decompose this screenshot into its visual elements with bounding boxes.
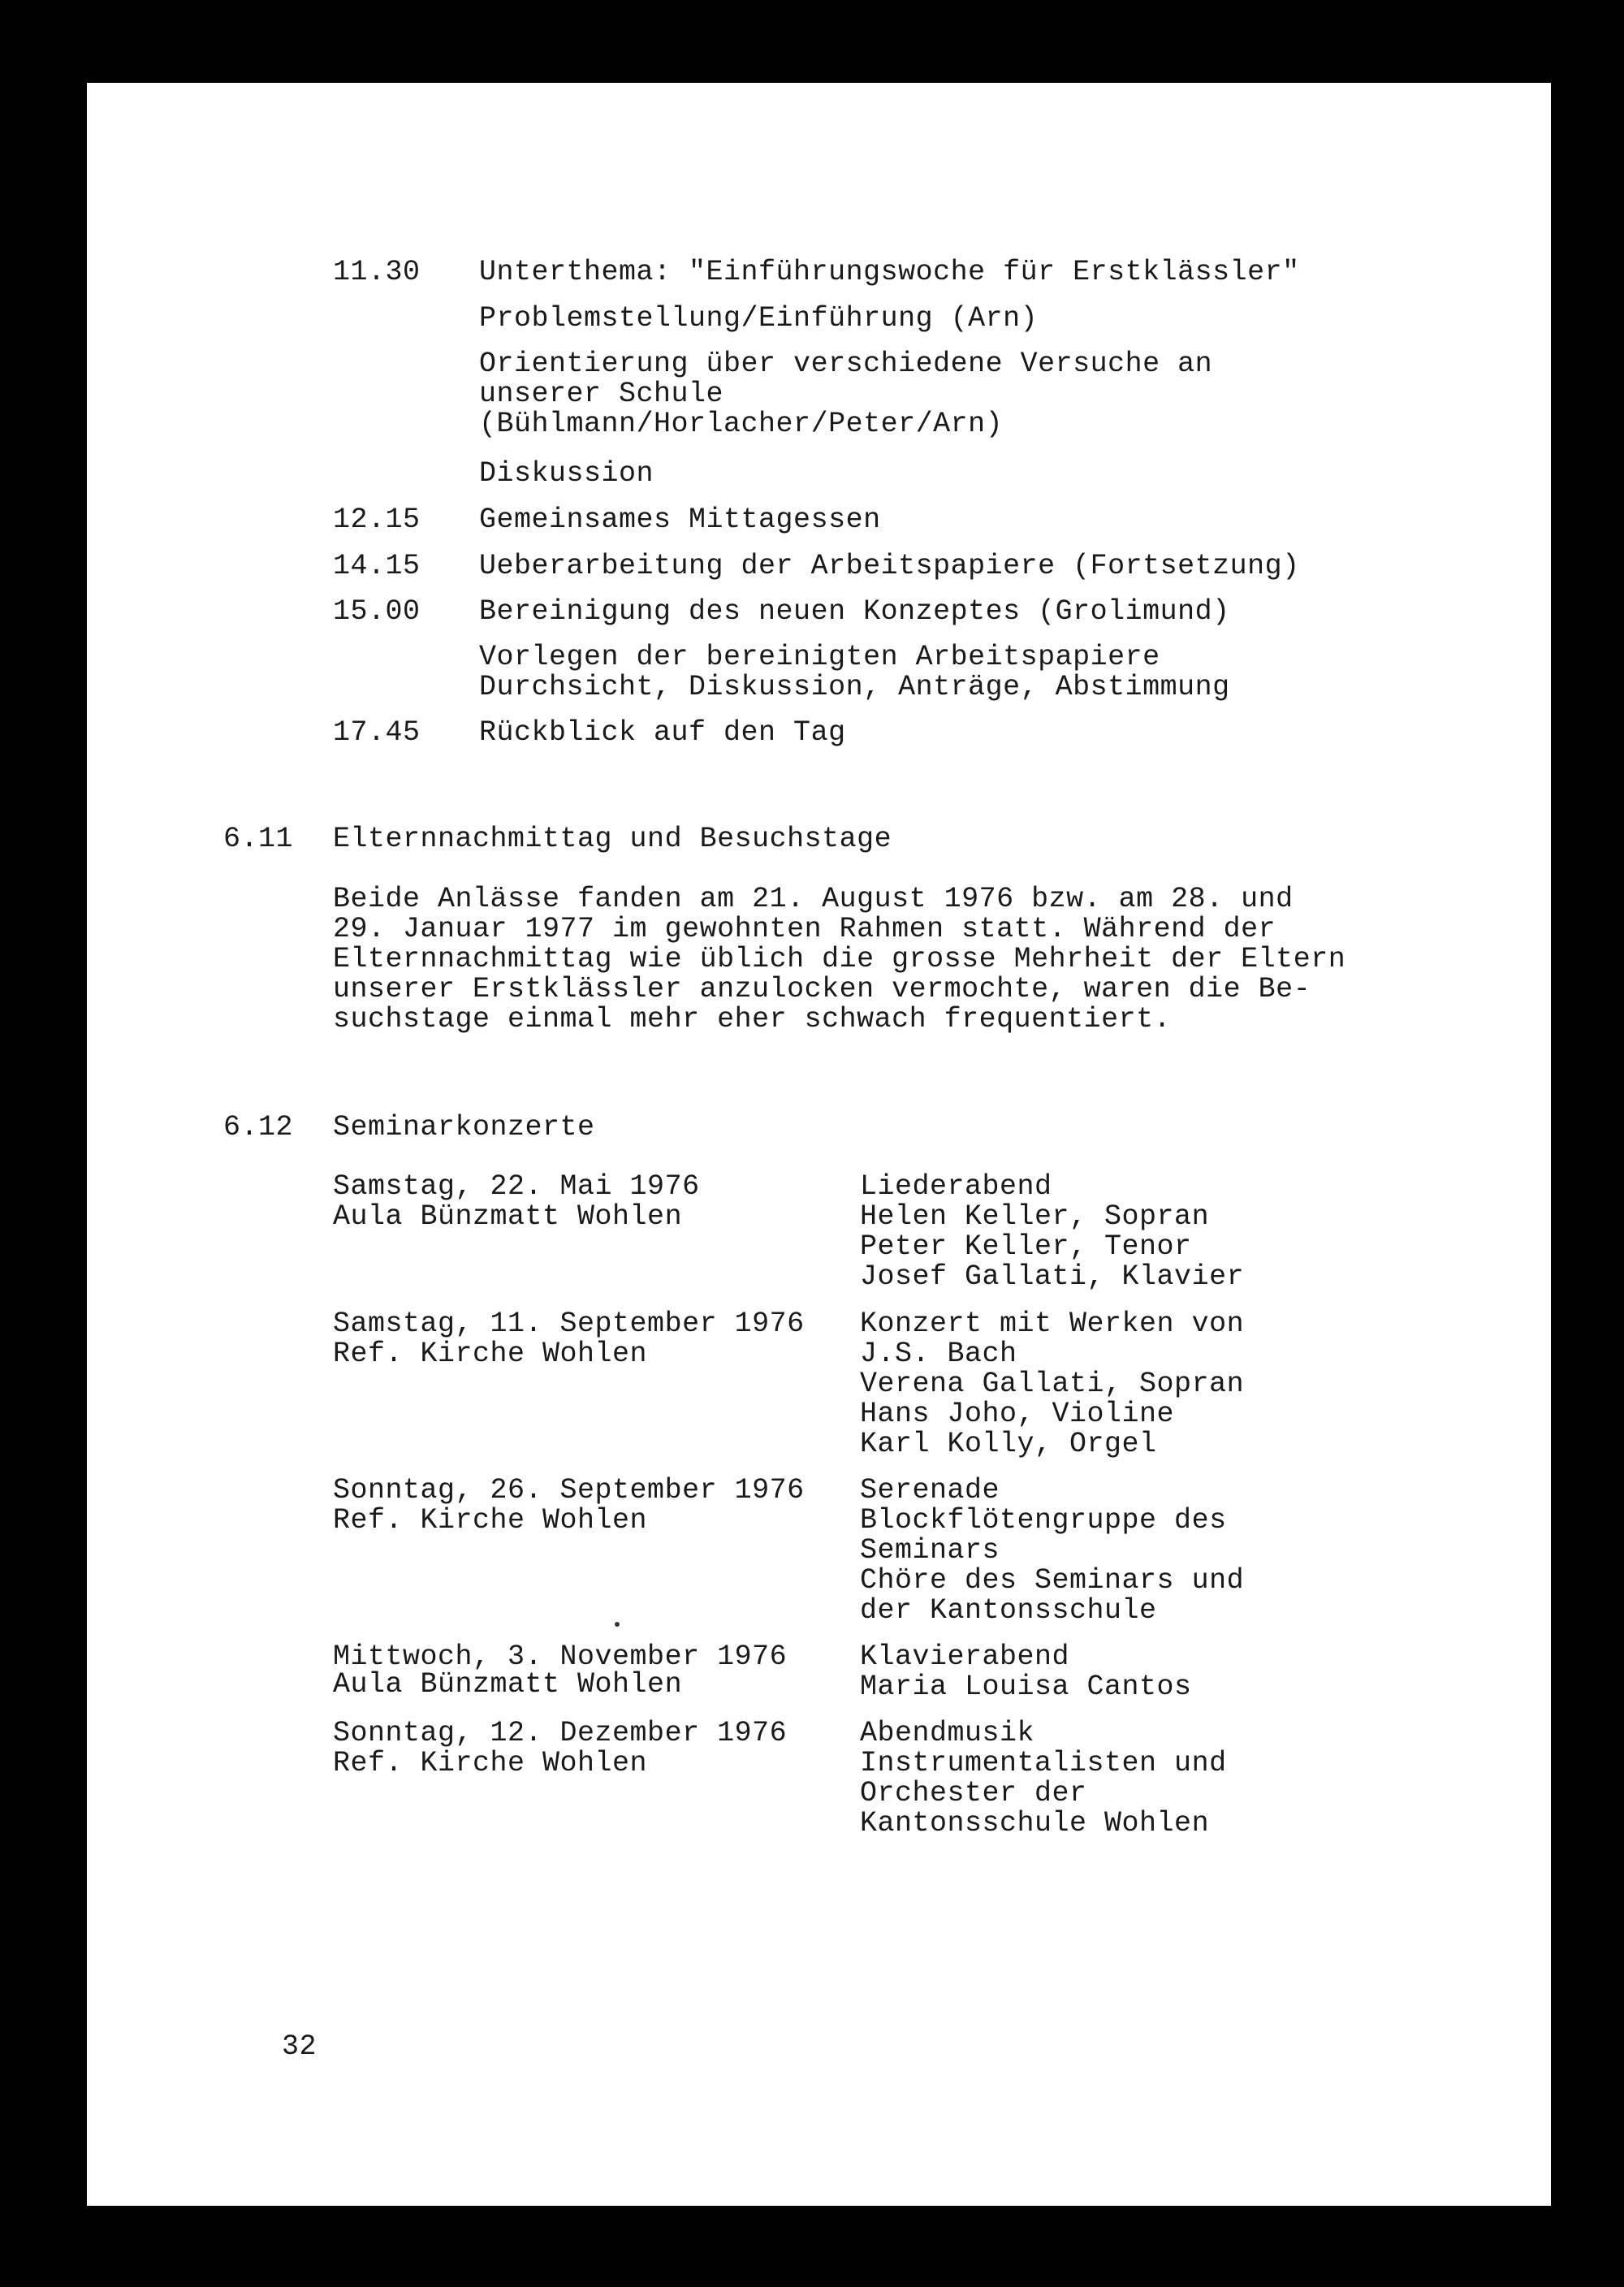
concert-date-place <box>333 1718 787 1779</box>
ink-speck <box>615 1622 620 1627</box>
program-line: Serenade <box>860 1474 1000 1507</box>
concert-date: Samstag, 11. September 1976 <box>333 1308 805 1340</box>
program-line: Kantonsschule Wohlen <box>860 1807 1210 1840</box>
concert-place: Ref. Kirche Wohlen <box>333 1747 648 1779</box>
paragraph-line: suchstage einmal mehr eher schwach frequentiert. <box>333 1003 1172 1035</box>
schedule-item <box>479 349 1212 439</box>
schedule-item-line: Vorlegen der bereinigten Arbeitspapiere <box>479 641 1160 673</box>
schedule-item: Diskussion <box>479 457 654 490</box>
schedule-item-line: Durchsicht, Diskussion, Anträge, Abstimmung <box>479 671 1230 703</box>
concert-date: Sonntag, 26. September 1976 <box>333 1474 805 1507</box>
concert-date-place <box>333 1309 805 1369</box>
concert-program <box>860 1718 1227 1839</box>
paragraph-line: Beide Anlässe fanden am 21. August 1976 bzw. am 28. und <box>333 883 1294 915</box>
schedule-item <box>479 642 1230 703</box>
paragraph-line: Elternnachmittag wie üblich die grosse Mehrheit der Eltern <box>333 943 1346 975</box>
schedule-item: Unterthema: "Einführungswoche für Erstklässler" <box>479 256 1300 288</box>
program-line: Instrumentalisten und <box>860 1747 1227 1779</box>
program-line: Karl Kolly, Orgel <box>860 1428 1157 1460</box>
concert-date-place <box>333 1641 788 1701</box>
schedule-item: Bereinigung des neuen Konzeptes (Grolimund) <box>479 595 1230 628</box>
schedule-item: Gemeinsames Mittagessen <box>479 504 881 536</box>
program-line: Blockflötengruppe des <box>860 1504 1227 1537</box>
concert-place: Ref. Kirche Wohlen <box>333 1504 648 1537</box>
concert-program <box>860 1172 1244 1292</box>
schedule-item: Ueberarbeitung der Arbeitspapiere (Fortsetzung) <box>479 550 1300 582</box>
program-line: Abendmusik <box>860 1717 1035 1749</box>
section-paragraph <box>333 884 1345 1035</box>
program-line: Peter Keller, Tenor <box>860 1230 1192 1263</box>
concert-program <box>860 1476 1244 1626</box>
concert-place: Ref. Kirche Wohlen <box>333 1338 648 1370</box>
program-line: J.S. Bach <box>860 1338 1017 1370</box>
concert-program <box>860 1309 1244 1459</box>
schedule-time: 14.15 <box>333 550 421 582</box>
concert-date-place <box>333 1172 700 1232</box>
program-line: Orchester der <box>860 1777 1087 1809</box>
schedule-time: 17.45 <box>333 716 421 749</box>
program-line: Klavierabend <box>860 1641 1070 1673</box>
program-line: Konzert mit Werken von <box>860 1308 1245 1340</box>
schedule-item: Rückblick auf den Tag <box>479 716 846 749</box>
concert-date: Sonntag, 12. Dezember 1976 <box>333 1717 788 1749</box>
schedule-time: 11.30 <box>333 256 421 288</box>
section-title: Elternnachmittag und Besuchstage <box>333 823 892 855</box>
concert-date-place <box>333 1476 805 1536</box>
program-line: Seminars <box>860 1534 1000 1567</box>
section-number: 6.12 <box>223 1111 294 1144</box>
program-line: Hans Joho, Violine <box>860 1398 1175 1430</box>
program-line: Maria Louisa Cantos <box>860 1671 1192 1703</box>
schedule-item-line: (Bühlmann/Horlacher/Peter/Arn) <box>479 408 1004 440</box>
concert-date: Mittwoch, 3. November 1976 <box>333 1641 788 1673</box>
section-number: 6.11 <box>223 823 294 855</box>
program-line: Verena Gallati, Sopran <box>860 1368 1245 1400</box>
document-page <box>87 83 1551 2206</box>
page-number: 32 <box>282 2030 317 2063</box>
concert-date: Samstag, 22. Mai 1976 <box>333 1170 700 1203</box>
concert-program <box>860 1642 1192 1702</box>
program-line: Chöre des Seminars und <box>860 1564 1245 1597</box>
program-line: Helen Keller, Sopran <box>860 1200 1210 1233</box>
program-line: Josef Gallati, Klavier <box>860 1260 1245 1293</box>
schedule-time: 15.00 <box>333 595 421 628</box>
program-line: Liederabend <box>860 1170 1052 1203</box>
schedule-item: Problemstellung/Einführung (Arn) <box>479 302 1039 335</box>
program-line: der Kantonsschule <box>860 1594 1157 1627</box>
schedule-item-line: Orientierung über verschiedene Versuche an <box>479 348 1213 380</box>
concert-place: Aula Bünzmatt Wohlen <box>333 1200 683 1233</box>
concert-place: Aula Bünzmatt Wohlen <box>333 1668 683 1701</box>
paragraph-line: 29. Januar 1977 im gewohnten Rahmen statt. Während der <box>333 913 1276 945</box>
schedule-time: 12.15 <box>333 504 421 536</box>
paragraph-line: unserer Erstklässler anzulocken vermochte, waren die Be- <box>333 973 1311 1005</box>
section-title: Seminarkonzerte <box>333 1111 595 1144</box>
schedule-item-line: unserer Schule <box>479 378 724 410</box>
